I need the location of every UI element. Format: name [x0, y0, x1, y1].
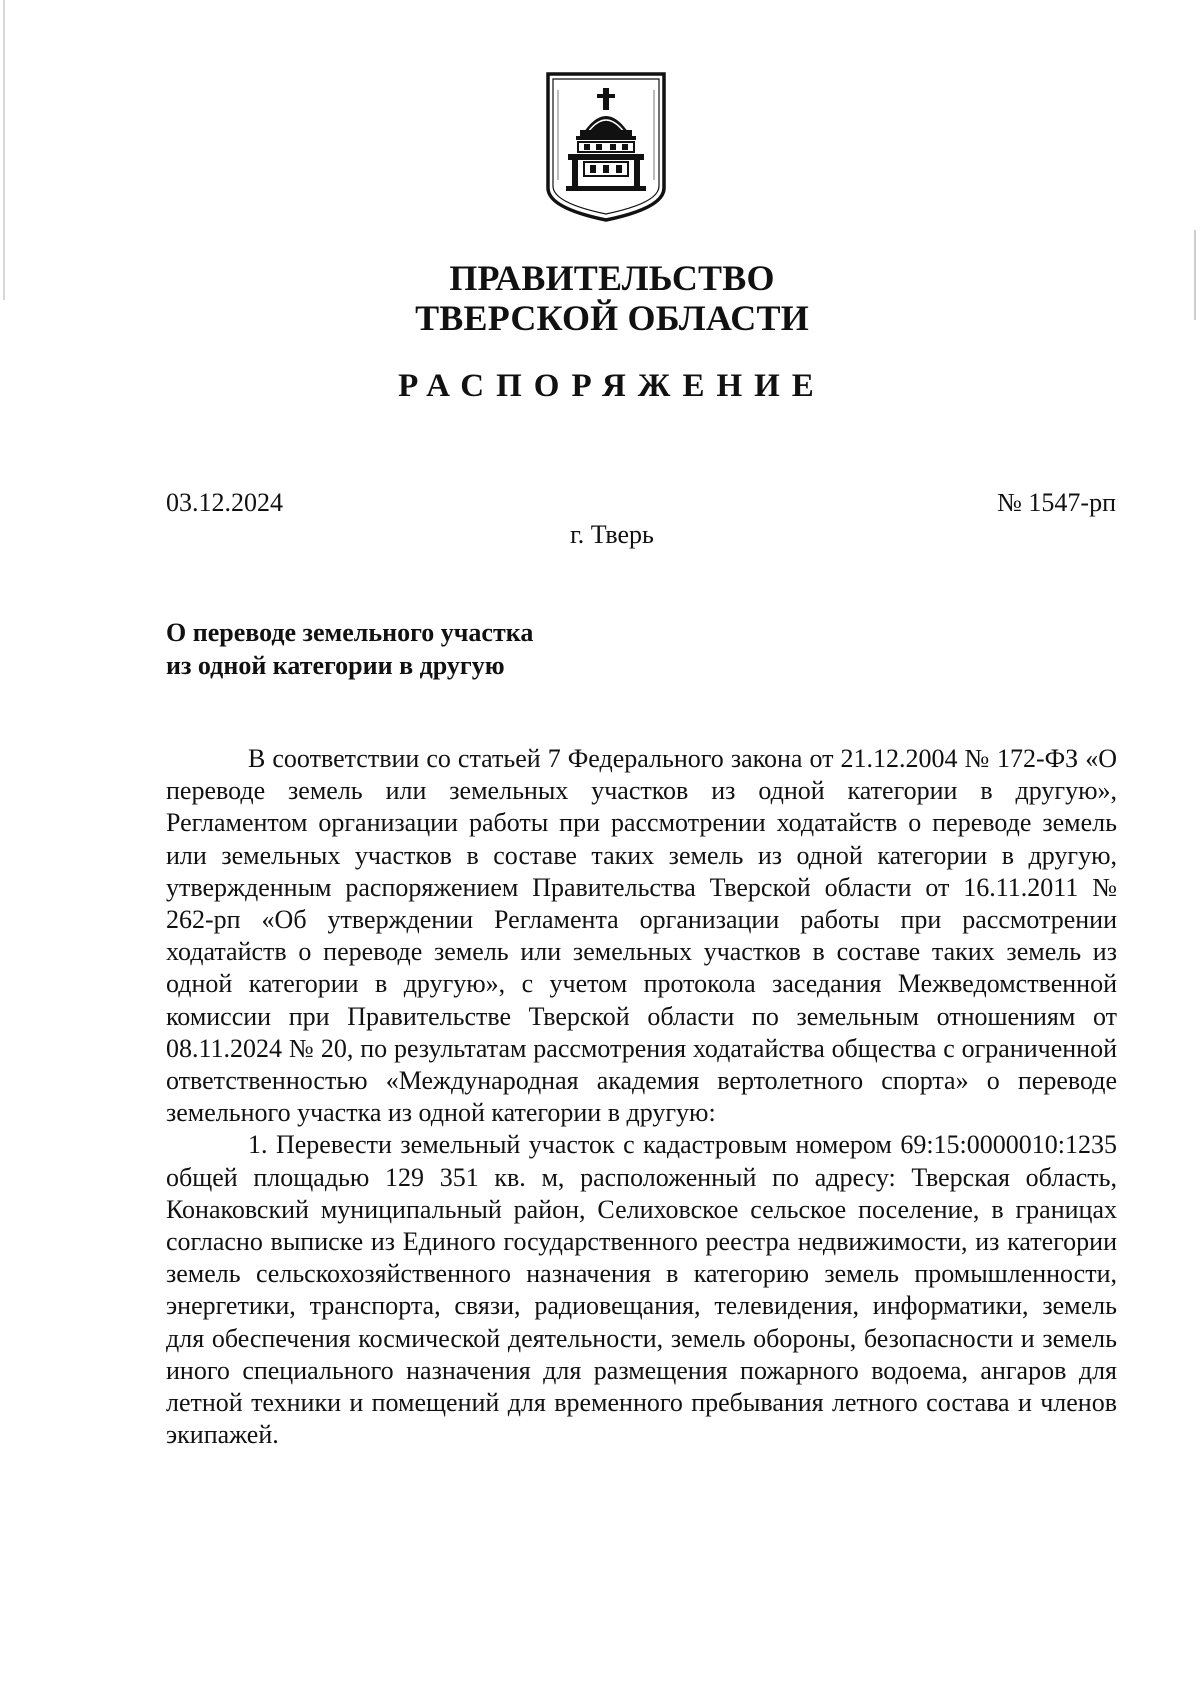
document-subject [166, 616, 766, 682]
organization-name [0, 258, 1200, 338]
subject-line-1: О переводе земельного участка [166, 618, 534, 647]
document-type: РАСПОРЯЖЕНИЕ [398, 368, 826, 404]
document-date: 03.12.2024 [166, 488, 283, 517]
org-line-2: ТВЕРСКОЙ ОБЛАСТИ [415, 298, 809, 338]
document-city: г. Тверь [570, 520, 654, 549]
scan-artifact [3, 0, 5, 300]
subject-line-2: из одной категории в другую [166, 651, 505, 680]
body-paragraph-1: В соответствии со статьей 7 Федерального закона от 21.12.2004 № 172-ФЗ «О переводе земель или земельных участков из одной категории в другую», Регламентом организации работы при рассмотрении ходатайств о переводе земель или земельных участков в составе таких земель из одной категории в другую, утвержденным распоряжением Правительства Тверской области от 16.11.2011 № 262-рп «Об утверждении Регламента организации работы при рассмотрении ходатайств о переводе земель или земельных участков в составе таких земель из одной категории в другую», с учетом протокола заседания Межведомственной комиссии при Правительстве Тверской области по земельным отношениям от 08.11.2024 № 20, по результатам рассмотрения ходатайства общества с ограниченной ответственностью «Международная академия вертолетного спорта» о переводе земельного участка из одной категории в другую: [166, 744, 1117, 1128]
coat-of-arms-icon [544, 70, 668, 224]
body-paragraph-2: 1. Перевести земельный участок с кадастровым номером 69:15:0000010:1235 общей площадью 129 351 кв. м, расположенный по адресу: Тверская область, Конаковский муниципальный район, Селиховское сельское поселение, в границах согласно выписке из Единого государственного реестра недвижимости, из категории земель сельскохозяйственного назначения в категорию земель промышленности, энергетики, транспорта, связи, радиовещания, телевидения, информатики, земель для обеспечения космической деятельности, земель обороны, безопасности и земель иного специального назначения для размещения пожарного водоема, ангаров для летной техники и помещений для временного пребывания летного состава и членов экипажей. [166, 1130, 1117, 1450]
document-body [166, 743, 1117, 1451]
document-number: № 1547-рп [997, 488, 1116, 517]
org-line-1: ПРАВИТЕЛЬСТВО [449, 258, 775, 298]
